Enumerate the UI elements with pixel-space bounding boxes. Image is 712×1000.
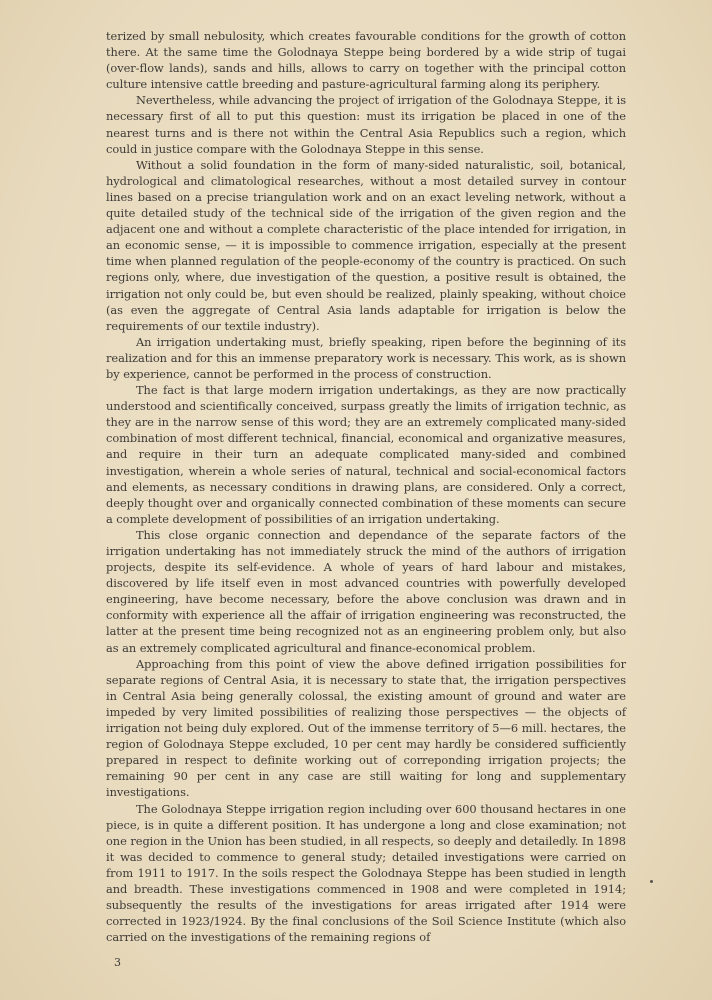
body-text xyxy=(106,28,626,945)
paragraph-3: Without a solid foundation in the form of many-sided naturalistic, soil, botanical, hydrological and climatological researches, without a most detailed survey in contour lines based on a precise triangulation work and on an exact leveling network, without a quite detailed study of the technical side of the irrigation of the given region and the adjacent one and without a complete characteristic of the place intended for irrigation, in an economic sense, — it is impossible to commence irrigation, especially at the present time when planned regulation of the people-economy of the country is practiced. On such regions only, where, due investigation of the question, a positive result is obtained, the irrigation not only could be, but even should be realized, plainly speaking, without choice (as even the aggregate of Central Asia lands adaptable for irrigation is below the requirements of our textile industry). xyxy=(106,157,626,333)
paragraph-2: Nevertheless, while advancing the project of irrigation of the Golodnaya Steppe, it is necessary first of all to put this question: must its irrigation be placed in one of the nearest turns and is there not within the Central Asia Republics such a region, which could in justice compare with the Golodnaya Steppe in this sense. xyxy=(106,93,626,156)
paragraph-5: The fact is that large modern irrigation undertakings, as they are now practically understood and scientifically conceived, surpass greatly the limits of irrigation technic, as they are in the narrow sense of this word; they are an extremely complicated many-sided combination of most different technical, financial, economical and organizative measures, and require in their turn an adequate complicated many-sided and combined investigation, wherein a whole series of natural, technical and social-economical factors and elements, as necessary conditions in drawing plans, are considered. Only a correct, deeply thought over and organically connected combination of these moments can secure a complete development of possibilities of an irrigation undertaking. xyxy=(106,383,626,526)
paragraph-4: An irrigation undertaking must, briefly speaking, ripen before the beginning of its realization and for this an immense preparatory work is necessary. This work, as is shown by experience, cannot be performed in the process of construction. xyxy=(106,334,626,381)
page-number: 3 xyxy=(114,956,121,969)
paragraph-6: This close organic connection and dependance of the separate factors of the irrigation undertaking has not immediately struck the mind of the authors of irrigation projects, despite its self-evidence. A whole of years of hard labour and mistakes, discovered by life itself even in most advanced countries with powerfully developed engineering, have become necessary, before the above conclusion was drawn and in conformity with experience all the affair of irrigation engineering was reconstructed, the latter at the present time being recognized not as an engineering problem only, but also as an extremely complicated agricultural and finance-economical problem. xyxy=(106,527,626,655)
paragraph-1: terized by small nebulosity, which creates favourable conditions for the growth of cotton there. At the same time the Golodnaya Steppe being bordered by a wide strip of tugai (over-flow lands), sands and hills, allows to carry on together with the principal cotton culture intensive cattle breeding and pasture-agricultural farming along its periphery. xyxy=(106,29,626,92)
ink-dot xyxy=(650,880,653,883)
paragraph-8: The Golodnaya Steppe irrigation region including over 600 thousand hectares in one piece, is in quite a different position. It has undergone a long and close examination; not one region in the Union has been studied, in all respects, so deeply and detailedly. In 1898 it was decided to commence to general study; detailed investigations were carried on from 1911 to 1917. In the soils respect the Golodnaya Steppe has been studied in length and breadth. These investigations commenced in 1908 and were completed in 1914; subsequently the results of the investigations for areas irrigated after 1914 were corrected in 1923/1924. By the final conclusions of the Soil Science Institute (which also carried on the investigations of the remaining regions of xyxy=(106,801,626,945)
paragraph-7: Approaching from this point of view the above defined irrigation possibilities for separate regions of Central Asia, it is necessary to state that, the irrigation perspectives in Central Asia being generally colossal, the existing amount of ground and water are impeded by very limited possibilities of realizing those perspectives — the objects of irrigation not being duly explored. Out of the immense territory of 5—6 mill. hectares, the region of Golodnaya Steppe excluded, 10 per cent may hardly be considered sufficiently prepared in respect to definite working out of correponding irrigation projects; the remaining 90 per cent in any case are still waiting for long and supplementary investigations. xyxy=(106,656,626,800)
